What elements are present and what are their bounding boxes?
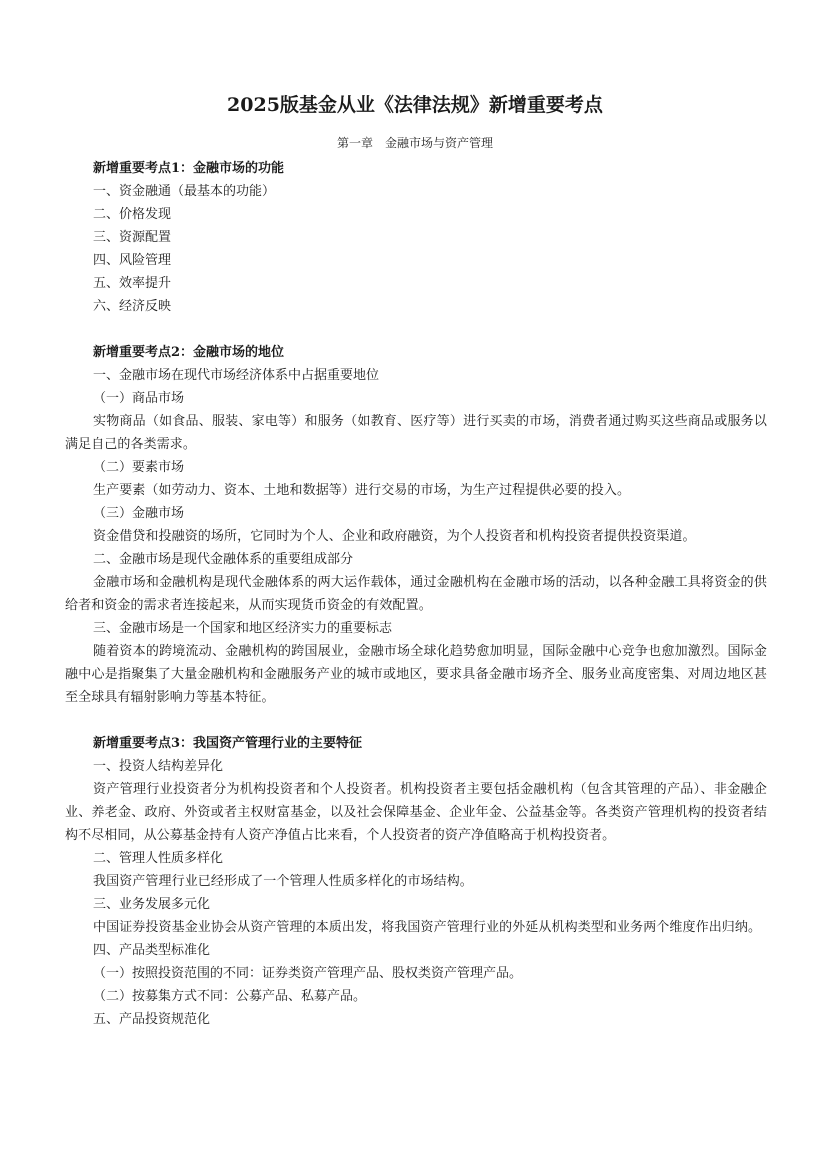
subheading: 三、金融市场是一个国家和地区经济实力的重要标志 xyxy=(93,621,393,636)
subheading: （三）金融市场 xyxy=(93,506,185,521)
subheading: 五、产品投资规范化 xyxy=(93,1012,211,1027)
list-item: 四、风险管理 xyxy=(93,253,172,268)
subheading: 三、业务发展多元化 xyxy=(93,897,211,912)
subheading: 二、管理人性质多样化 xyxy=(93,851,224,866)
section-heading: 新增重要考点2：金融市场的地位 xyxy=(93,345,285,360)
subheading: （一）按照投资范围的不同：证券类资产管理产品、股权类资产管理产品。 xyxy=(93,966,523,981)
section-spacer xyxy=(65,709,767,732)
subheading: （二）要素市场 xyxy=(93,460,185,475)
section-heading: 新增重要考点3：我国资产管理行业的主要特征 xyxy=(93,736,363,751)
list-item: 六、经济反映 xyxy=(93,299,172,314)
list-item: 二、价格发现 xyxy=(93,207,172,222)
list-item: 五、效率提升 xyxy=(93,276,172,291)
paragraph: 中国证券投资基金业协会从资产管理的本质出发，将我国资产管理行业的外延从机构类型和业务两个维度作出归纳。 xyxy=(93,920,762,935)
list-item: 一、资金融通（最基本的功能） xyxy=(93,184,276,199)
document-body xyxy=(65,157,767,1031)
subheading: （一）商品市场 xyxy=(93,391,185,406)
paragraph: 金融市场和金融机构是现代金融体系的两大运作载体，通过金融机构在金融市场的活动，以各种金融工具将资金的供给者和资金的需求者连接起来，从而实现货币资金的有效配置。 xyxy=(65,575,767,613)
subheading: 四、产品类型标准化 xyxy=(93,943,211,958)
section-heading: 新增重要考点1：金融市场的功能 xyxy=(93,161,285,176)
subheading: 二、金融市场是现代金融体系的重要组成部分 xyxy=(93,552,354,567)
list-item: 三、资源配置 xyxy=(93,230,172,245)
paragraph: 资产管理行业投资者分为机构投资者和个人投资者。机构投资者主要包括金融机构（包含其管理的产品）、非金融企业、养老金、政府、外资或者主权财富基金，以及社会保障基金、企业年金、公益基金等。各类资产管理机构的投资者结构不尽相同，从公募基金持有人资产净值占比来看，个人投资者的资产净值略高于机构投资者。 xyxy=(65,782,767,843)
chapter-heading: 第一章 金融市场与资产管理 xyxy=(336,136,493,150)
paragraph: 随着资本的跨境流动、金融机构的跨国展业，金融市场全球化趋势愈加明显，国际金融中心竞争也愈加激烈。国际金融中心是指聚集了大量金融机构和金融服务产业的城市或地区，要求具备金融市场齐全、服务业高度密集、对周边地区甚至全球具有辐射影响力等基本特征。 xyxy=(65,644,767,705)
paragraph: 生产要素（如劳动力、资本、土地和数据等）进行交易的市场，为生产过程提供必要的投入。 xyxy=(93,483,631,498)
document-title: 2025版基金从业《法律法规》新增重要考点 xyxy=(227,94,603,116)
subheading: 一、金融市场在现代市场经济体系中占据重要地位 xyxy=(93,368,380,383)
section-spacer xyxy=(65,318,767,341)
paragraph: 资金借贷和投融资的场所，它同时为个人、企业和政府融资，为个人投资者和机构投资者提供投资渠道。 xyxy=(93,529,696,544)
subheading: （二）按募集方式不同：公募产品、私募产品。 xyxy=(93,989,367,1004)
paragraph: 实物商品（如食品、服装、家电等）和服务（如教育、医疗等）进行买卖的市场，消费者通过购买这些商品或服务以满足自己的各类需求。 xyxy=(65,414,767,452)
paragraph: 我国资产管理行业已经形成了一个管理人性质多样化的市场结构。 xyxy=(93,874,473,889)
subheading: 一、投资人结构差异化 xyxy=(93,759,224,774)
